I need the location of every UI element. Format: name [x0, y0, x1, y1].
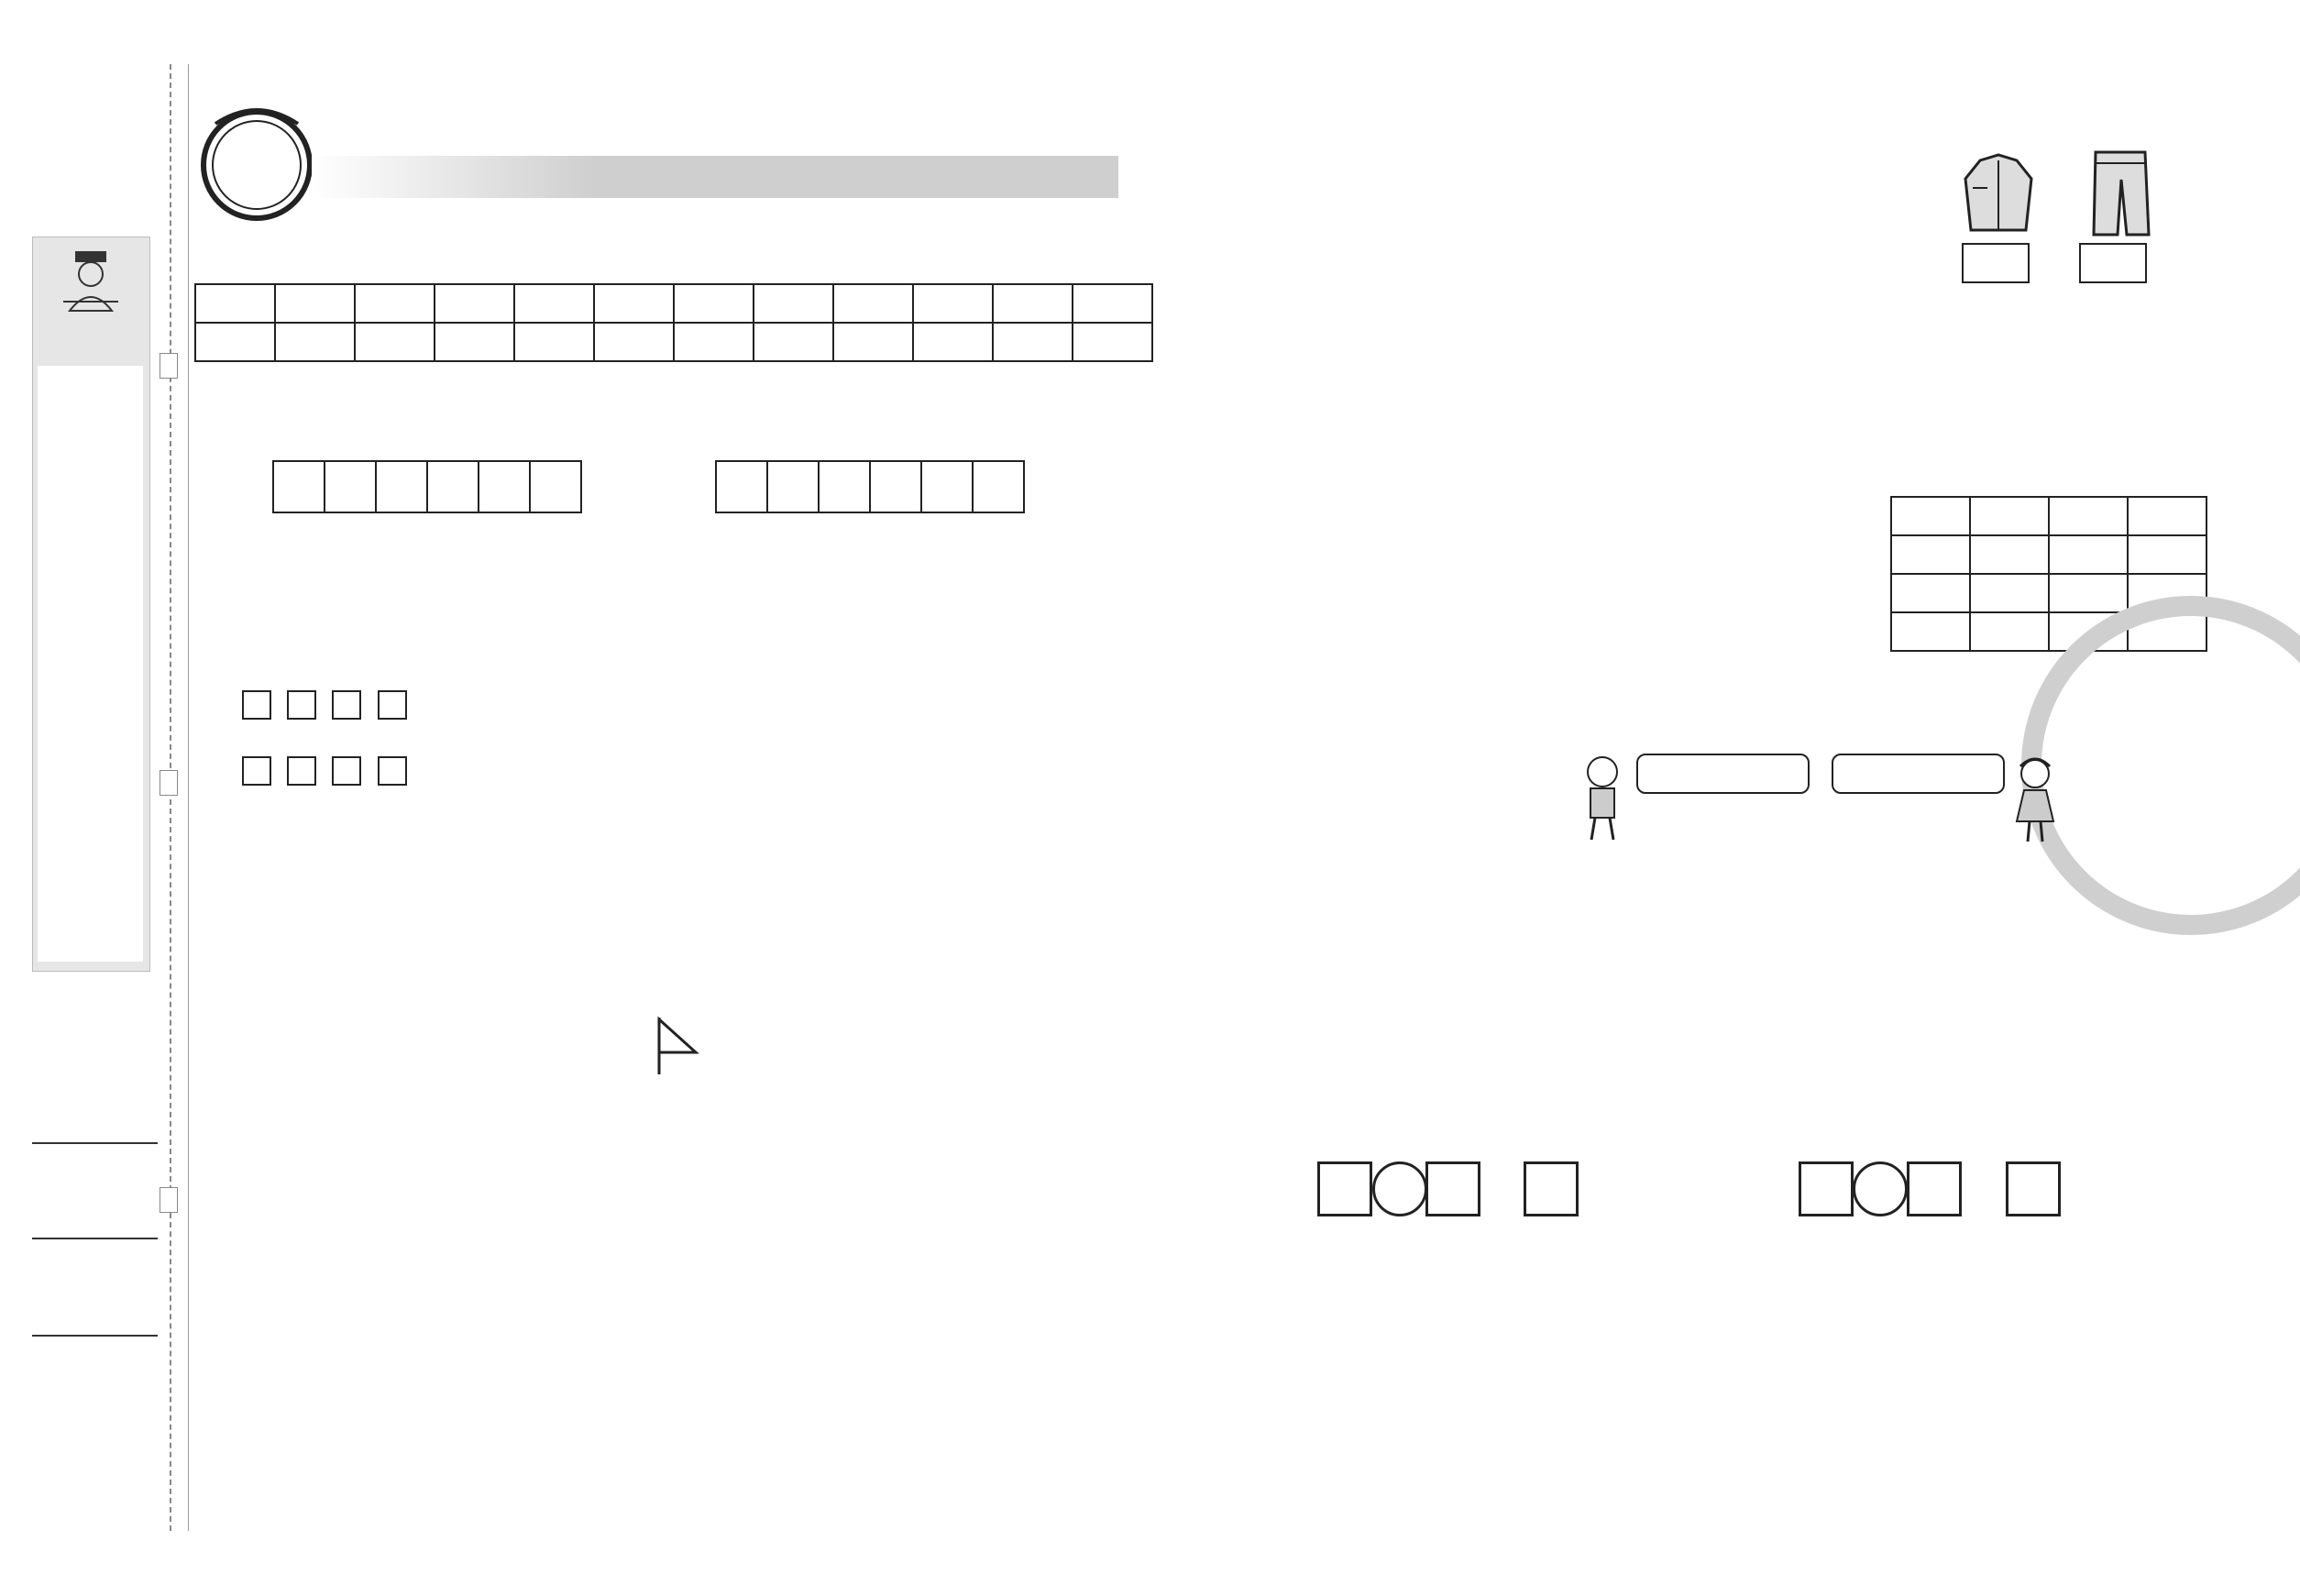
class-field-line[interactable]	[32, 1238, 158, 1239]
sequence-cell[interactable]	[921, 461, 973, 512]
score-cell[interactable]	[514, 323, 594, 361]
score-header-cell	[913, 284, 993, 323]
q5-answer-box-1[interactable]	[242, 756, 271, 786]
milk-header-blank	[1891, 497, 1970, 535]
score-row-label	[195, 323, 275, 361]
sequence-cell[interactable]	[870, 461, 921, 512]
q4-answer-box-2[interactable]	[287, 690, 316, 720]
milk-cell	[1970, 574, 2049, 612]
score-cell[interactable]	[993, 323, 1073, 361]
sequence-cell	[819, 461, 870, 512]
name-field-line[interactable]	[32, 1142, 158, 1144]
boy-speech-bubble	[1636, 754, 1810, 794]
fold-mark-2	[160, 770, 178, 796]
s3-q2-operator-circle[interactable]	[1853, 1161, 1908, 1216]
milk-row-label	[1891, 612, 1970, 651]
q5-answer-box-3[interactable]	[332, 756, 361, 786]
q1-sequence-a	[272, 460, 582, 513]
score-cell[interactable]	[833, 323, 913, 361]
sequence-cell[interactable]	[716, 461, 767, 512]
q5-row	[238, 754, 411, 786]
pants-price-tag	[2079, 243, 2147, 283]
milk-row-label	[1891, 535, 1970, 574]
score-cell[interactable]	[674, 323, 754, 361]
school-field-line[interactable]	[32, 1335, 158, 1337]
milk-cell	[1970, 535, 2049, 574]
milk-row-label	[1891, 574, 1970, 612]
jacket-icon	[1962, 151, 2035, 234]
score-cell[interactable]	[435, 323, 514, 361]
fold-mark-1	[160, 353, 178, 379]
score-header-cell	[195, 284, 275, 323]
boy-icon	[1575, 752, 1630, 843]
s3-q1-answer-box-1[interactable]	[1317, 1161, 1372, 1216]
q5-answer-box-2[interactable]	[287, 756, 316, 786]
binding-solid-line	[188, 64, 189, 1531]
s3-q2-answer-box-1[interactable]	[1799, 1161, 1854, 1216]
scholar-icon	[59, 247, 123, 320]
score-header-cell	[993, 284, 1073, 323]
milk-header-wed	[2128, 497, 2206, 535]
sidebar-panel	[32, 237, 150, 972]
brand-logo-icon	[188, 96, 325, 225]
q4-answer-box-4[interactable]	[378, 690, 407, 720]
q5-answer-box-4[interactable]	[378, 756, 407, 786]
score-header-cell	[275, 284, 355, 323]
score-cell[interactable]	[275, 323, 355, 361]
s3-q2-answer-box-3[interactable]	[2006, 1161, 2061, 1216]
q4-answer-box-1[interactable]	[242, 690, 271, 720]
q4-row	[238, 688, 411, 720]
s3-q2-answer-box-2[interactable]	[1907, 1161, 1962, 1216]
sequence-cell	[427, 461, 479, 512]
binding-dashed-line	[170, 64, 171, 1531]
q4-answer-box-3[interactable]	[332, 690, 361, 720]
score-header-cell	[355, 284, 435, 323]
milk-header-tue	[2049, 497, 2128, 535]
score-header-cell	[1073, 284, 1152, 323]
fold-mark-3	[160, 1187, 178, 1213]
header-banner	[312, 156, 1118, 198]
jacket-price-tag	[1962, 243, 2030, 283]
girl-speech-bubble	[1832, 754, 2005, 794]
milk-total-cell[interactable]	[1970, 612, 2049, 651]
sequence-cell[interactable]	[376, 461, 427, 512]
milk-cell	[2049, 535, 2128, 574]
sequence-cell[interactable]	[273, 461, 325, 512]
pants-icon	[2088, 147, 2152, 238]
score-cell[interactable]	[594, 323, 674, 361]
sequence-cell[interactable]	[479, 461, 530, 512]
score-cell[interactable]	[355, 323, 435, 361]
score-cell[interactable]	[913, 323, 993, 361]
score-header-cell	[514, 284, 594, 323]
milk-cell	[2128, 535, 2206, 574]
score-header-cell	[674, 284, 754, 323]
sequence-cell	[767, 461, 819, 512]
sequence-cell	[325, 461, 376, 512]
score-cell[interactable]	[754, 323, 833, 361]
score-header-cell	[435, 284, 514, 323]
s3-q1-answer-box-2[interactable]	[1425, 1161, 1480, 1216]
flag-icon	[655, 1016, 701, 1076]
q1-sequence-b	[715, 460, 1025, 513]
sequence-cell[interactable]	[973, 461, 1024, 512]
girl-icon	[2008, 754, 2063, 845]
motto-inner-panel	[38, 366, 143, 962]
milk-cell	[2049, 574, 2128, 612]
milk-header-mon	[1970, 497, 2049, 535]
score-header-cell	[754, 284, 833, 323]
score-header-cell	[833, 284, 913, 323]
s3-q1-answer-box-3[interactable]	[1524, 1161, 1579, 1216]
score-table	[194, 283, 1153, 362]
sequence-cell[interactable]	[530, 461, 581, 512]
s3-q1-operator-circle[interactable]	[1372, 1161, 1427, 1216]
score-cell[interactable]	[1073, 323, 1152, 361]
score-header-cell	[594, 284, 674, 323]
